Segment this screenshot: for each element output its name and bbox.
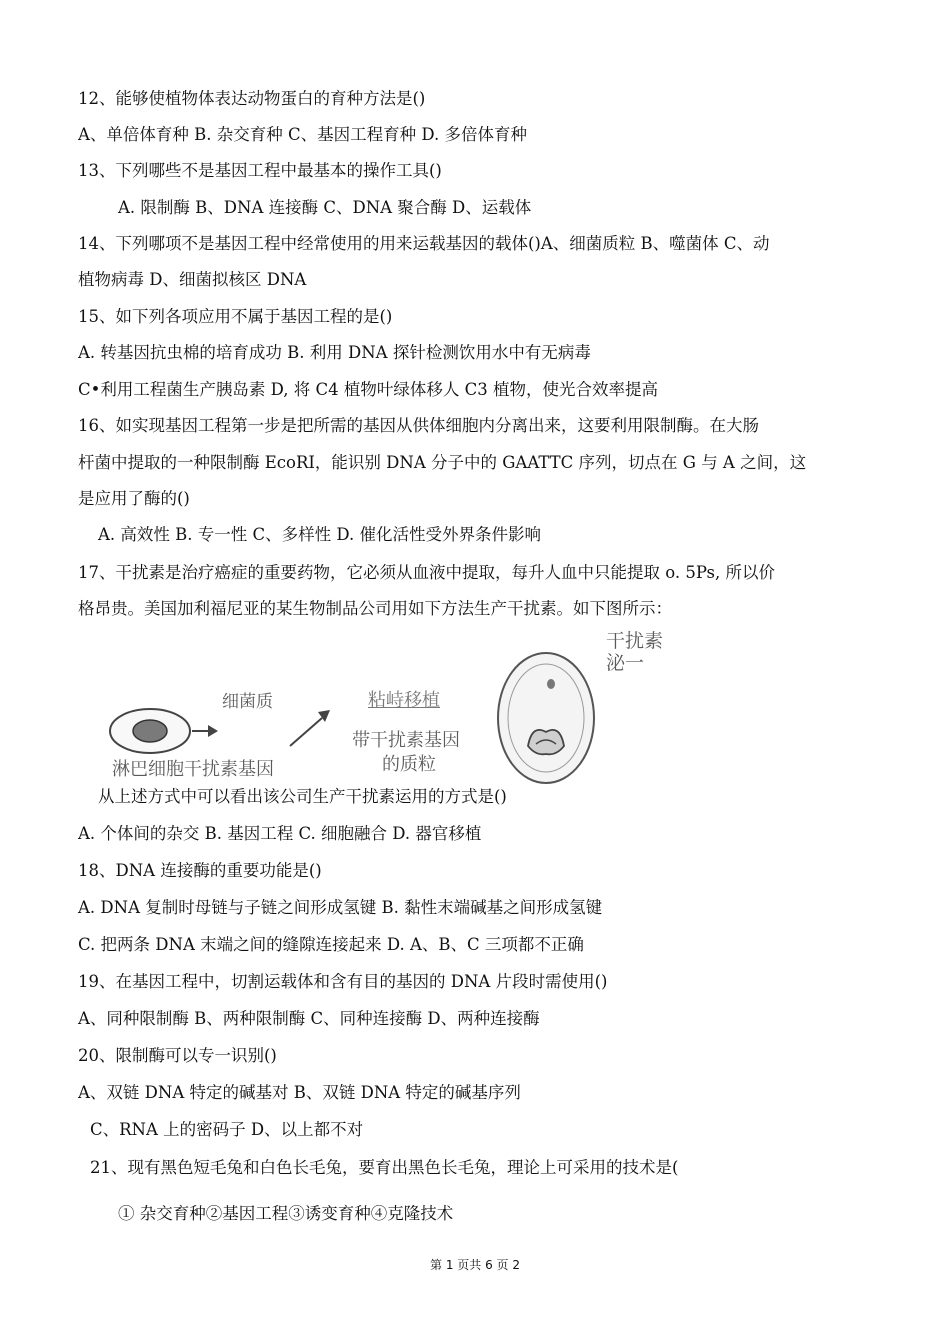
question-19: 19、在基因工程中，切割运载体和含有目的基因的 DNA 片段时需使用() <box>78 972 608 991</box>
arrow-diagonal <box>290 710 330 746</box>
question-16-cont-2: 是应用了酶的() <box>78 489 190 508</box>
arrow-right <box>192 725 218 737</box>
question-13-options: A. 限制酶 B、DNA 连接酶 C、DNA 聚合酶 D、运载体 <box>118 198 532 217</box>
question-13: 13、下列哪些不是基因工程中最基本的操作工具() <box>78 161 442 180</box>
question-20: 20、限制酶可以专一识别() <box>78 1046 277 1065</box>
question-20-options-cd: C、RNA 上的密码子 D、以上都不对 <box>90 1120 364 1139</box>
question-12: 12、能够使植物体表达动物蛋白的育种方法是() <box>78 89 426 108</box>
question-16-options: A. 高效性 B. 专一性 C、多样性 D. 催化活性受外界条件影响 <box>98 525 542 544</box>
question-17-prompt: 从上述方式中可以看出该公司生产干扰素运用的方式是() <box>98 787 507 806</box>
question-20-options-ab: A、双链 DNA 特定的碱基对 B、双链 DNA 特定的碱基序列 <box>78 1083 521 1102</box>
question-18-options-ab: A. DNA 复制时母链与子链之间形成氢键 B. 黏性末端碱基之间形成氢键 <box>78 898 603 917</box>
question-18-options-cd: C. 把两条 DNA 末端之间的缝隙连接起来 D. A、B、C 三项都不正确 <box>78 935 584 954</box>
figure-label-lymphocyte: 淋巴细胞干扰素基因 <box>112 759 274 780</box>
interferon-figure <box>100 628 800 778</box>
question-15-options-ab: A. 转基因抗虫棉的培育成功 B. 利用 DNA 探针检测饮用水中有无病毒 <box>78 343 591 362</box>
figure-label-plasmid-1: 带干扰素基因 <box>352 730 460 751</box>
figure-label-bacteria: 细菌质 <box>222 692 273 712</box>
question-14: 14、下列哪项不是基因工程中经常使用的用来运载基因的载体()A、细菌质粒 B、噬菌体 C、动 <box>78 234 770 253</box>
question-17-options: A. 个体间的杂交 B. 基因工程 C. 细胞融合 D. 器官移植 <box>78 824 482 843</box>
page-footer: 第 1 页共 6 页 2 <box>430 1258 520 1272</box>
question-17: 17、干扰素是治疗癌症的重要药物，它必须从血液中提取，每升人血中只能提取 o. 5Ps, 所以价 <box>78 563 775 582</box>
question-12-options: A、单倍体育种 B. 杂交育种 C、基因工程育种 D. 多倍体育种 <box>78 125 528 144</box>
question-19-options: A、同种限制酶 B、两种限制酶 C、同种连接酶 D、两种连接酶 <box>78 1009 540 1028</box>
question-16-cont-1: 杆菌中提取的一种限制酶 EcoRI，能识别 DNA 分子中的 GAATTC 序列，切点在 G 与 A 之间，这 <box>78 453 807 472</box>
figure-label-secrete: 泌一 <box>606 652 645 674</box>
question-14-cont: 植物病毒 D、细菌拟核区 DNA <box>78 270 307 289</box>
question-17-cont: 格昂贵。美国加利福尼亚的某生物制品公司用如下方法生产干扰素。如下图所示： <box>78 599 672 618</box>
question-16: 16、如实现基因工程第一步是把所需的基因从供体细胞内分离出来，这要利用限制酶。在大肠 <box>78 416 759 435</box>
question-21-items: ① 杂交育种②基因工程③诱变育种④克隆技术 <box>118 1204 454 1223</box>
lymphocyte-cell <box>110 709 190 753</box>
question-15: 15、如下列各项应用不属于基因工程的是() <box>78 307 393 326</box>
question-15-options-cd: C•利用工程菌生产胰岛素 D, 将 C4 植物叶绿体移人 C3 植物，使光合效率提高 <box>78 380 658 399</box>
figure-drawing <box>100 628 800 778</box>
figure-label-transplant: 粘峙移植 <box>368 690 440 711</box>
figure-label-plasmid-2: 的质粒 <box>382 754 436 775</box>
question-18: 18、DNA 连接酶的重要功能是() <box>78 861 322 880</box>
egg-cell <box>498 653 594 783</box>
figure-label-interferon: 干扰素 <box>606 630 664 652</box>
question-21: 21、现有黑色短毛兔和白色长毛兔，要育出黑色长毛兔，理论上可采用的技术是( <box>90 1158 679 1177</box>
